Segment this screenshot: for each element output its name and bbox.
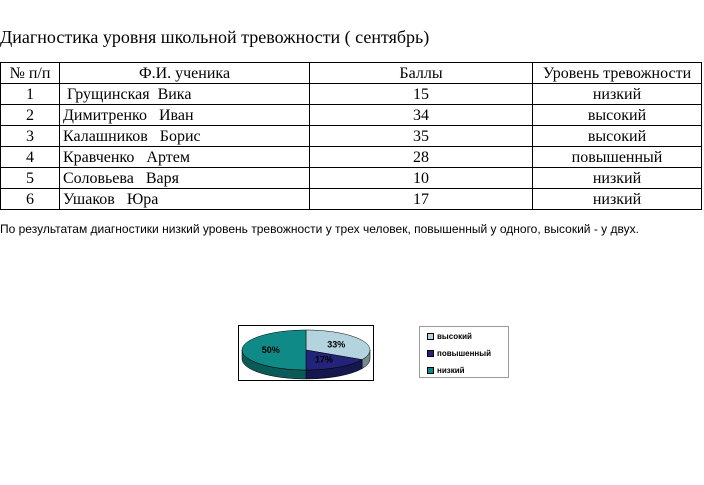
legend-label-high: высокий	[437, 331, 472, 341]
table-row	[1, 189, 702, 210]
row-score: 17	[310, 189, 533, 210]
row-score: 15	[310, 84, 533, 105]
row-score: 10	[310, 168, 533, 189]
header-number: № п/п	[1, 63, 60, 84]
header-level: Уровень тревожности	[533, 63, 702, 84]
legend-swatch-elevated	[427, 350, 434, 357]
row-score: 35	[310, 126, 533, 147]
pie-chart-svg	[239, 326, 373, 380]
row-number: 1	[1, 84, 60, 105]
row-level: низкий	[533, 189, 702, 210]
legend-item-high	[427, 331, 472, 341]
row-name: Димитренко Иван	[60, 105, 310, 126]
row-number: 3	[1, 126, 60, 147]
results-table	[0, 62, 702, 210]
row-number: 5	[1, 168, 60, 189]
legend-label-elevated: повышенный	[437, 348, 491, 358]
table-header-row	[1, 63, 702, 84]
row-name: Кравченко Артем	[60, 147, 310, 168]
row-name: Соловьева Варя	[60, 168, 310, 189]
row-number: 4	[1, 147, 60, 168]
row-name: Ушаков Юра	[60, 189, 310, 210]
legend-item-elevated	[427, 348, 491, 358]
row-score: 34	[310, 105, 533, 126]
table-row	[1, 168, 702, 189]
pie-chart	[238, 325, 374, 381]
row-level: низкий	[533, 84, 702, 105]
table-row	[1, 84, 702, 105]
table-row	[1, 147, 702, 168]
row-name: Калашников Борис	[60, 126, 310, 147]
row-level: высокий	[533, 126, 702, 147]
document-title: Диагностика уровня школьной тревожности ( сентябрь)	[0, 27, 430, 47]
row-name: Грущинская Вика	[60, 84, 310, 105]
header-name: Ф.И. ученика	[60, 63, 310, 84]
pie-label-elevated: 17%	[314, 354, 333, 365]
row-number: 2	[1, 105, 60, 126]
table-row	[1, 105, 702, 126]
row-number: 6	[1, 189, 60, 210]
legend-item-low	[427, 365, 465, 375]
row-level: низкий	[533, 168, 702, 189]
row-level: высокий	[533, 105, 702, 126]
table-row	[1, 126, 702, 147]
legend-label-low: низкий	[437, 365, 465, 375]
pie-label-high: 33%	[327, 339, 346, 350]
chart-legend	[419, 326, 509, 378]
pie-label-low: 50%	[261, 345, 280, 355]
header-score: Баллы	[310, 63, 533, 84]
row-level: повышенный	[533, 147, 702, 168]
conclusion-text: По результатам диагностики низкий уровень тревожности у трех человек, повышенный у одного, высокий - у двух.	[0, 222, 639, 236]
row-score: 28	[310, 147, 533, 168]
legend-swatch-low	[427, 367, 434, 374]
legend-swatch-high	[427, 333, 434, 340]
